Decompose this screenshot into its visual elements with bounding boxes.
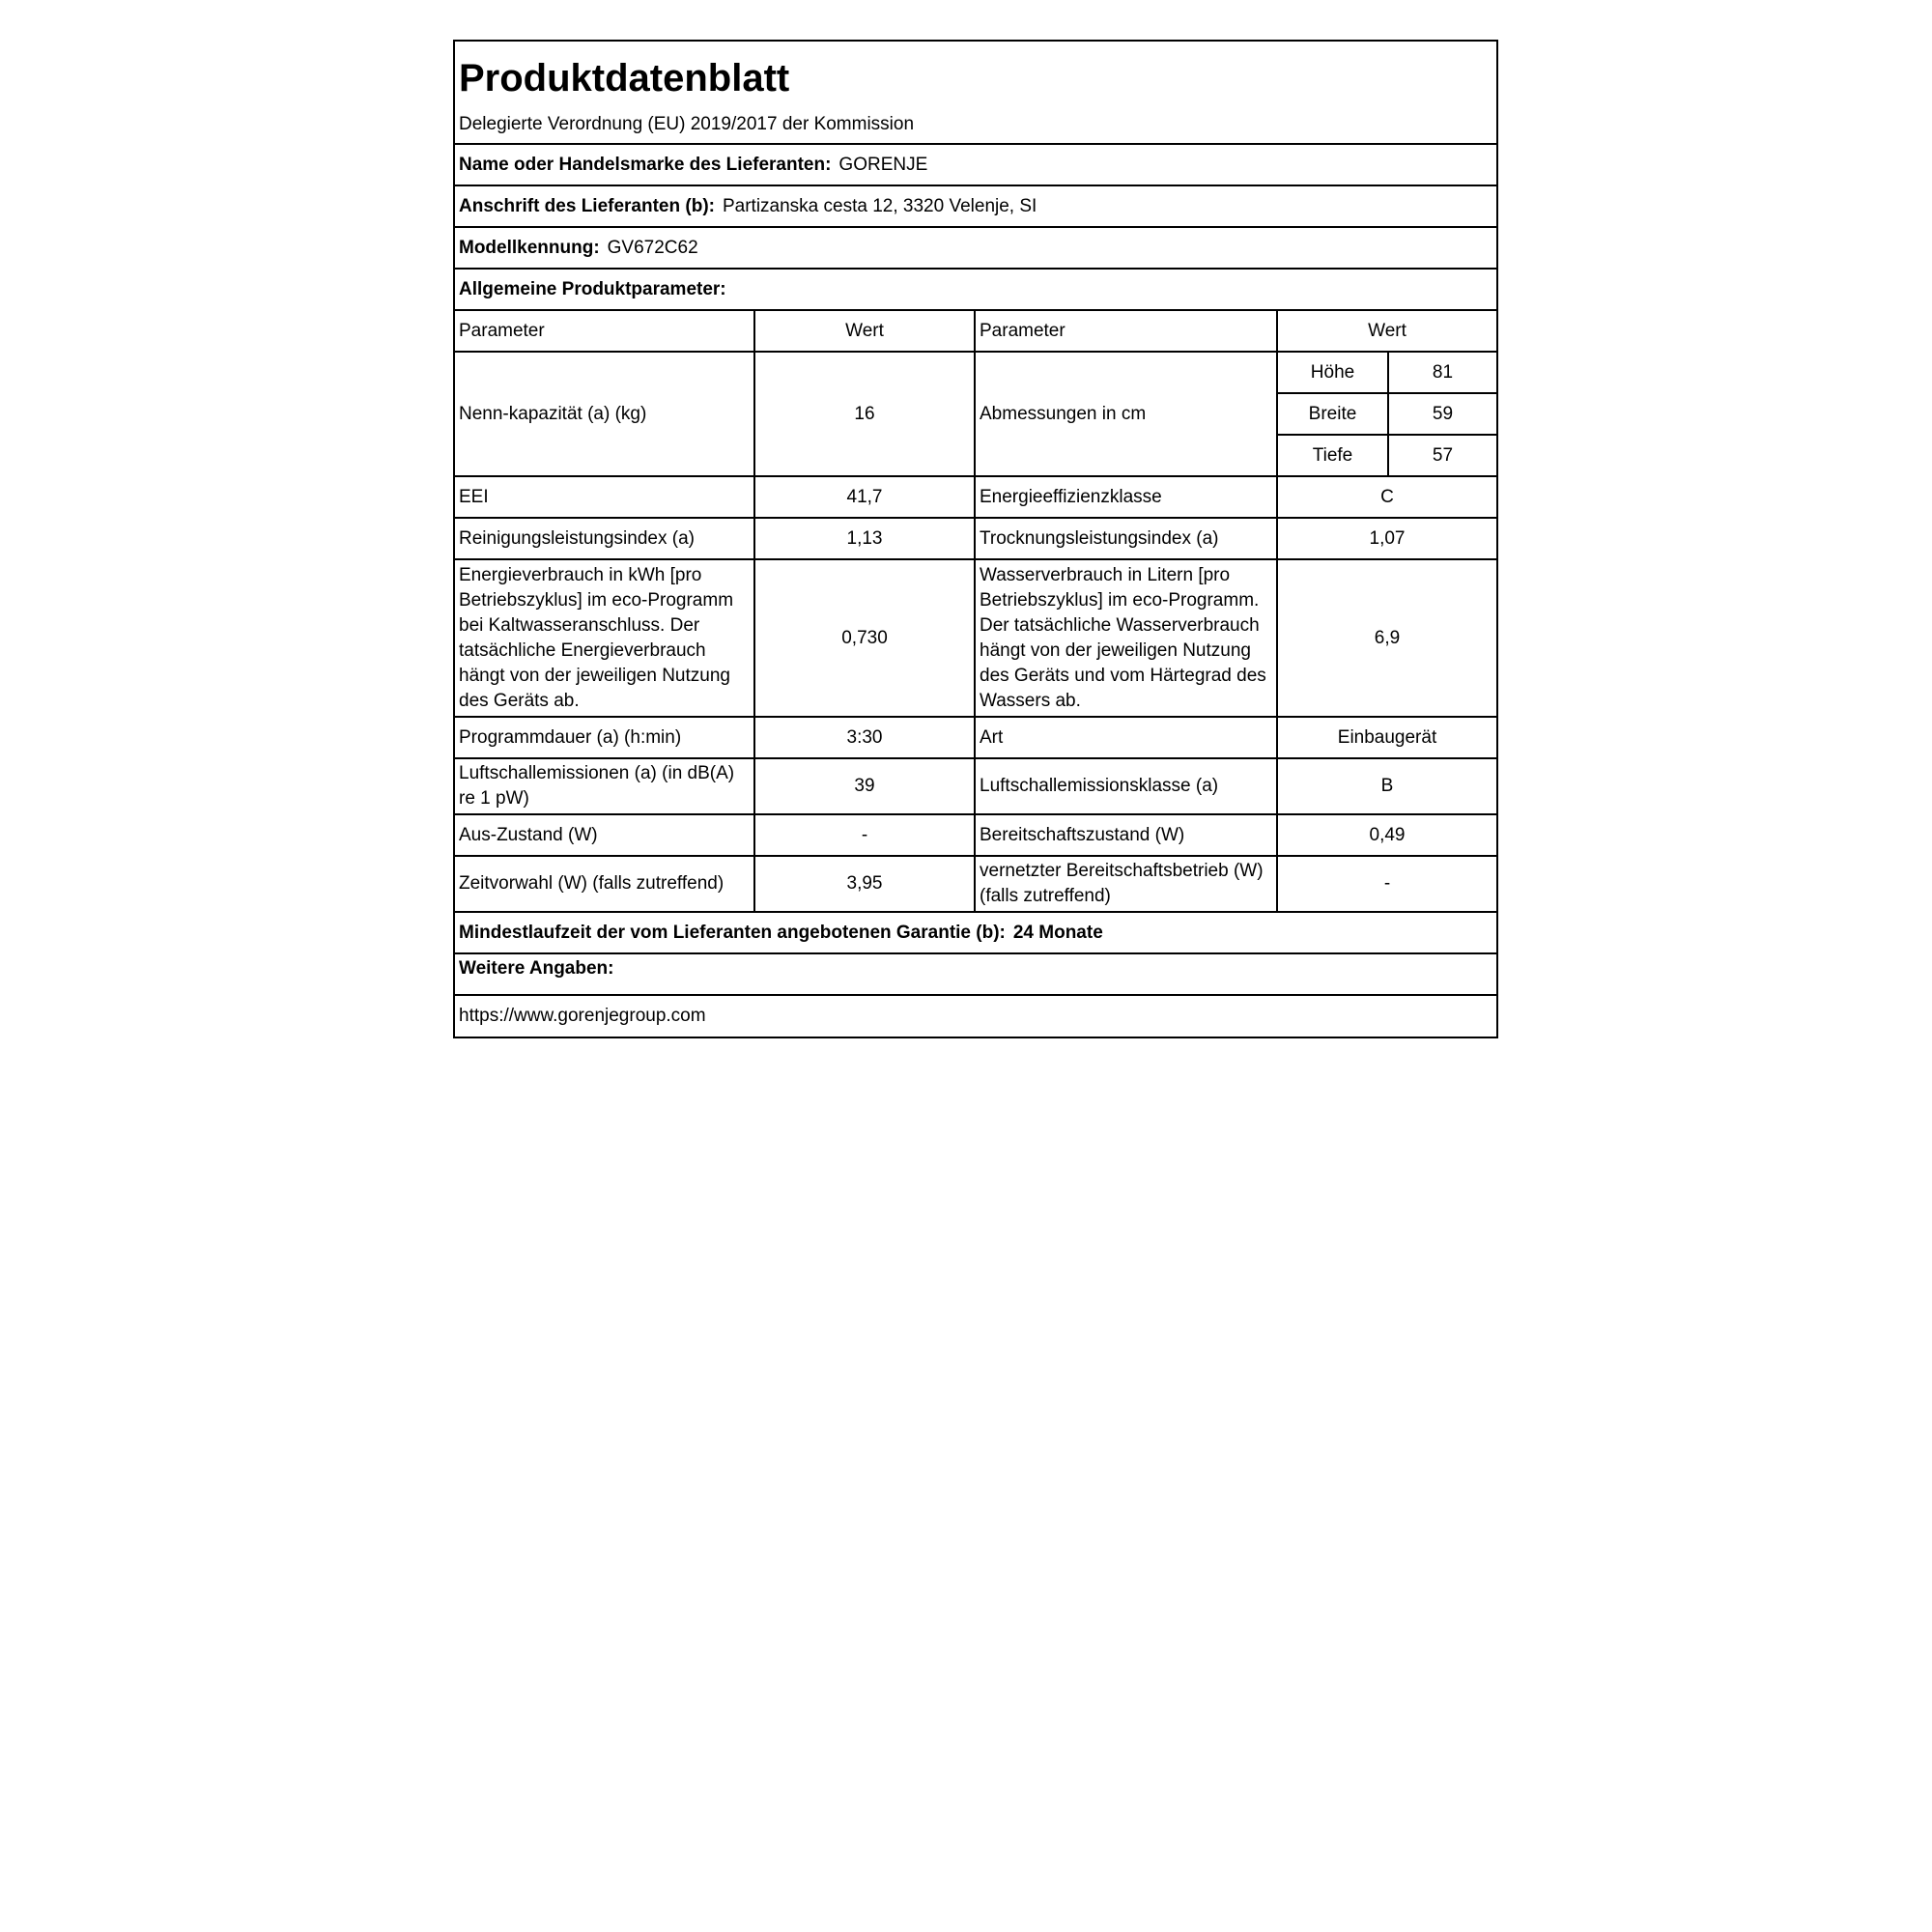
warranty-value: 24 Monate <box>1012 922 1103 943</box>
table-row <box>455 814 1496 856</box>
page-title: Produktdatenblatt <box>459 57 790 99</box>
column-header-value-2: Wert <box>1277 310 1496 352</box>
table-row <box>455 352 1496 393</box>
capacity-value: 16 <box>754 352 975 476</box>
model-row <box>455 227 1496 269</box>
cleaning-index-value: 1,13 <box>754 518 975 559</box>
off-mode-label: Aus-Zustand (W) <box>455 814 754 856</box>
noise-emission-label: Luftschallemissionen (a) (in dB(A) re 1 pW) <box>455 758 754 814</box>
width-label: Breite <box>1277 393 1388 435</box>
network-standby-value: - <box>1277 856 1496 912</box>
drying-index-value: 1,07 <box>1277 518 1496 559</box>
eei-label: EEI <box>455 476 754 518</box>
supplier-address-value: Partizanska cesta 12, 3320 Velenje, SI <box>722 195 1037 216</box>
eei-value: 41,7 <box>754 476 975 518</box>
noise-emission-value: 39 <box>754 758 975 814</box>
supplier-name-label: Name oder Handelsmarke des Lieferanten: <box>459 154 832 175</box>
table-row <box>455 518 1496 559</box>
delay-start-label: Zeitvorwahl (W) (falls zutreffend) <box>455 856 754 912</box>
model-value: GV672C62 <box>607 237 698 258</box>
program-duration-value: 3:30 <box>754 717 975 758</box>
warranty-row <box>455 912 1496 953</box>
depth-value: 57 <box>1388 435 1496 476</box>
noise-class-value: B <box>1277 758 1496 814</box>
regulation-subtitle: Delegierte Verordnung (EU) 2019/2017 der Kommission <box>459 113 915 134</box>
noise-class-label: Luftschallemissionsklasse (a) <box>975 758 1277 814</box>
delay-start-value: 3,95 <box>754 856 975 912</box>
manufacturer-url-cell <box>455 995 1496 1037</box>
height-value: 81 <box>1388 352 1496 393</box>
table-row <box>455 559 1496 717</box>
type-label: Art <box>975 717 1277 758</box>
standby-label: Bereitschaftszustand (W) <box>975 814 1277 856</box>
table-row <box>455 856 1496 912</box>
supplier-name-row <box>455 144 1496 185</box>
supplier-address-label: Anschrift des Lieferanten (b): <box>459 195 715 216</box>
water-consumption-label: Wasserverbrauch in Litern [pro Betriebszyklus] im eco-Programm. Der tatsächliche Wasserverbrauch hängt von der jeweiligen Nutzung des Geräts und vom Härtegrad des Wassers ab. <box>975 559 1277 717</box>
title-cell <box>455 42 1496 105</box>
type-value: Einbaugerät <box>1277 717 1496 758</box>
height-label: Höhe <box>1277 352 1388 393</box>
table-header-row <box>455 310 1496 352</box>
manufacturer-url[interactable]: https://www.gorenjegroup.com <box>459 1006 706 1026</box>
cleaning-index-label: Reinigungsleistungsindex (a) <box>455 518 754 559</box>
energy-class-label: Energieeffizienzklasse <box>975 476 1277 518</box>
warranty-label: Mindestlaufzeit der vom Lieferanten angebotenen Garantie (b): <box>459 922 1006 943</box>
product-data-sheet <box>453 40 1498 1038</box>
off-mode-value: - <box>754 814 975 856</box>
supplier-address-row <box>455 185 1496 227</box>
program-duration-label: Programmdauer (a) (h:min) <box>455 717 754 758</box>
general-parameters-heading: Allgemeine Produktparameter: <box>455 269 1496 310</box>
column-header-value: Wert <box>754 310 975 352</box>
dimensions-label: Abmessungen in cm <box>975 352 1277 476</box>
table-row <box>455 717 1496 758</box>
capacity-label: Nenn-kapazität (a) (kg) <box>455 352 754 476</box>
depth-label: Tiefe <box>1277 435 1388 476</box>
column-header-parameter: Parameter <box>455 310 754 352</box>
supplier-name-value: GORENJE <box>838 154 928 175</box>
further-info-heading: Weitere Angaben: <box>455 953 1496 995</box>
energy-consumption-label: Energieverbrauch in kWh [pro Betriebszyklus] im eco-Programm bei Kaltwasseranschluss. Der tatsächliche Energieverbrauch hängt von der jeweiligen Nutzung des Geräts ab. <box>455 559 754 717</box>
network-standby-label: vernetzter Bereitschaftsbetrieb (W) (falls zutreffend) <box>975 856 1277 912</box>
column-header-parameter-2: Parameter <box>975 310 1277 352</box>
model-label: Modellkennung: <box>459 237 600 258</box>
drying-index-label: Trocknungsleistungsindex (a) <box>975 518 1277 559</box>
table-row <box>455 758 1496 814</box>
width-value: 59 <box>1388 393 1496 435</box>
product-data-table <box>455 42 1496 1037</box>
table-row <box>455 476 1496 518</box>
energy-consumption-value: 0,730 <box>754 559 975 717</box>
energy-class-value: C <box>1277 476 1496 518</box>
subtitle-cell <box>455 105 1496 144</box>
standby-value: 0,49 <box>1277 814 1496 856</box>
water-consumption-value: 6,9 <box>1277 559 1496 717</box>
